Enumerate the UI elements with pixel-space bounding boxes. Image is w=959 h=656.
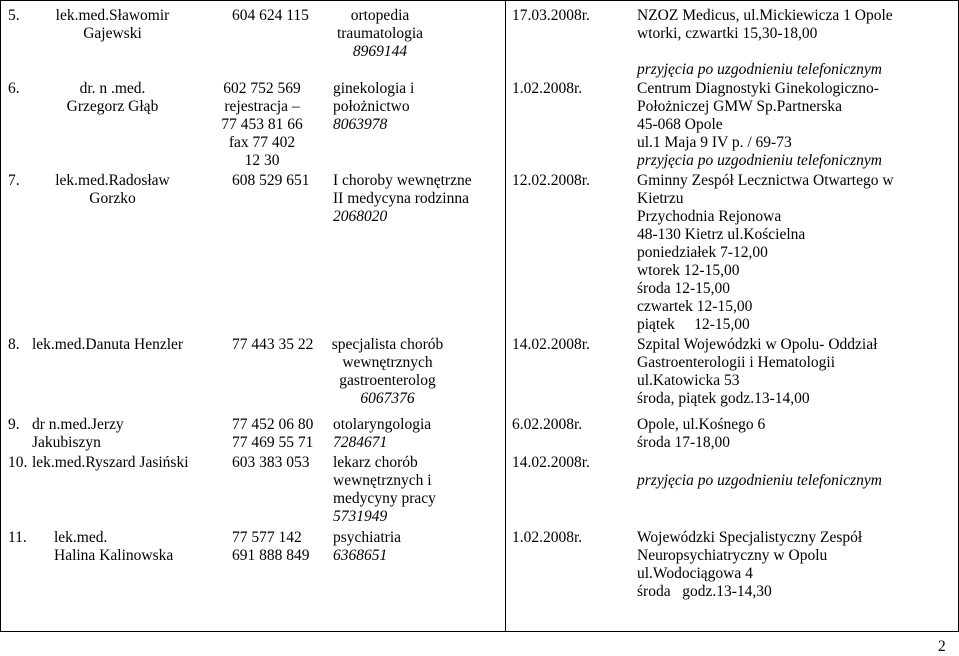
visit-address: Wojewódzki Specjalistyczny Zespół	[637, 529, 863, 546]
doctor-name: Jakubiszyn	[32, 434, 101, 451]
specialty-code: 2068020	[333, 208, 388, 225]
row-number: 10.	[8, 454, 28, 471]
row-number: 5.	[8, 7, 20, 24]
visit-hours: środa 17-18,00	[637, 434, 730, 451]
doctor-name: dr n.med.Jerzy	[32, 416, 124, 433]
visit-note: przyjęcia po uzgodnieniu telefonicznym	[637, 472, 882, 489]
specialty: wewnętrznych i	[333, 472, 432, 489]
doctor-name: Gorzko	[89, 190, 136, 207]
specialty-code: 6067376	[360, 390, 415, 407]
specialty-code: 8063978	[333, 116, 388, 133]
visit-address: Szpital Wojewódzki w Opolu- Oddział	[637, 336, 878, 353]
phone: 604 624 115	[232, 7, 309, 24]
specialty-code: 7284671	[333, 434, 388, 451]
visit-hours: wtorek 12-15,00	[637, 262, 740, 279]
visit-date: 1.02.2008r.	[512, 529, 583, 546]
visit-address: Kietrzu	[637, 190, 684, 207]
row-number: 11.	[8, 529, 27, 546]
specialty: otolaryngologia	[333, 416, 432, 433]
specialty: ginekologia i	[333, 80, 415, 97]
specialty: psychiatria	[333, 529, 402, 546]
visit-address: Położniczej GMW Sp.Partnerska	[637, 98, 843, 115]
table-border-left	[0, 0, 1, 632]
row-number: 6.	[8, 80, 20, 97]
specialty-code: 5731949	[333, 508, 388, 525]
doctor-name: Halina Kalinowska	[54, 547, 174, 564]
visit-date: 6.02.2008r.	[512, 416, 583, 433]
doctor-name: lek.med.Danuta Henzler	[32, 336, 184, 353]
page-number: 2	[938, 638, 946, 655]
phone: 12 30	[244, 152, 280, 169]
visit-address: Opole, ul.Kośnego 6	[637, 416, 766, 433]
specialty: II medycyna rodzinna	[333, 190, 469, 207]
specialty: położnictwo	[333, 98, 410, 115]
visit-address: Przychodnia Rejonowa	[637, 208, 782, 225]
doctor-name: dr. n .med.	[79, 80, 146, 97]
visit-hours: piątek 12-15,00	[637, 316, 750, 333]
row-number: 7.	[8, 172, 20, 189]
doctor-name: Gajewski	[83, 25, 142, 42]
visit-date: 14.02.2008r.	[512, 336, 590, 353]
visit-date: 14.02.2008r.	[512, 454, 590, 471]
table-border-bottom	[0, 631, 959, 632]
phone: 77 469 55 71	[232, 434, 314, 451]
phone: fax 77 402	[228, 134, 296, 151]
phone: 77 452 06 80	[232, 416, 314, 433]
phone: 603 383 053	[232, 454, 310, 471]
specialty-code: 8969144	[352, 43, 408, 60]
specialty: ortopedia	[350, 7, 410, 24]
doctor-name: lek.med.Ryszard Jasiński	[32, 454, 189, 471]
specialty: specjalista chorób	[331, 336, 444, 353]
visit-address: 45-068 Opole	[637, 116, 723, 133]
visit-hours: środa godz.13-14,30	[637, 583, 772, 600]
visit-date: 17.03.2008r.	[512, 7, 590, 24]
doctor-name: Grzegorz Głąb	[66, 98, 159, 115]
specialty: wewnętrznych	[342, 354, 433, 371]
visit-date: 12.02.2008r.	[512, 172, 590, 189]
specialty: I choroby wewnętrzne	[333, 172, 472, 189]
visit-address: 48-130 Kietrz ul.Kościelna	[637, 226, 806, 243]
phone: 608 529 651	[232, 172, 310, 189]
visit-address: Neuropsychiatryczny w Opolu	[637, 547, 828, 564]
phone: rejestracja –	[224, 98, 300, 115]
phone: 77 453 81 66	[221, 116, 303, 133]
visit-hours: środa, piątek godz.13-14,00	[637, 390, 810, 407]
visit-date: 1.02.2008r.	[512, 80, 583, 97]
specialty: lekarz chorób	[333, 454, 418, 471]
visit-hours: wtorki, czwartki 15,30-18,00	[637, 25, 818, 42]
specialty: medycyny pracy	[333, 490, 436, 507]
specialty: gastroenterolog	[339, 372, 436, 389]
column-divider	[505, 0, 506, 632]
phone: 77 443 35 22	[232, 336, 314, 353]
visit-hours: środa 12-15,00	[637, 280, 730, 297]
doctor-name: lek.med.Sławomir	[55, 7, 170, 24]
specialty: traumatologia	[336, 25, 424, 42]
visit-address: ul.Katowicka 53	[637, 372, 740, 389]
row-number: 9.	[8, 416, 20, 433]
visit-address: Centrum Diagnostyki Ginekologiczno-	[637, 80, 879, 97]
doctor-name: lek.med.	[54, 529, 108, 546]
visit-address: Gastroenterologii i Hematologii	[637, 354, 836, 371]
visit-address: NZOZ Medicus, ul.Mickiewicza 1 Opole	[637, 7, 893, 24]
visit-hours: poniedziałek 7-12,00	[637, 244, 768, 261]
row-number: 8.	[8, 336, 20, 353]
phone: 602 752 569	[223, 80, 301, 97]
visit-hours: czwartek 12-15,00	[637, 298, 753, 315]
visit-note: przyjęcia po uzgodnieniu telefonicznym	[637, 61, 882, 78]
phone: 691 888 849	[232, 547, 310, 564]
visit-address: ul.Wodociągowa 4	[637, 565, 753, 582]
specialty-code: 6368651	[333, 547, 388, 564]
table-border-top	[0, 0, 959, 1]
visit-address: ul.1 Maja 9 IV p. / 69-73	[637, 134, 792, 151]
phone: 77 577 142	[232, 529, 302, 546]
visit-address: Gminny Zespół Lecznictwa Otwartego w	[637, 172, 894, 189]
visit-note: przyjęcia po uzgodnieniu telefonicznym	[637, 152, 882, 169]
doctor-name: lek.med.Radosław	[55, 172, 170, 189]
